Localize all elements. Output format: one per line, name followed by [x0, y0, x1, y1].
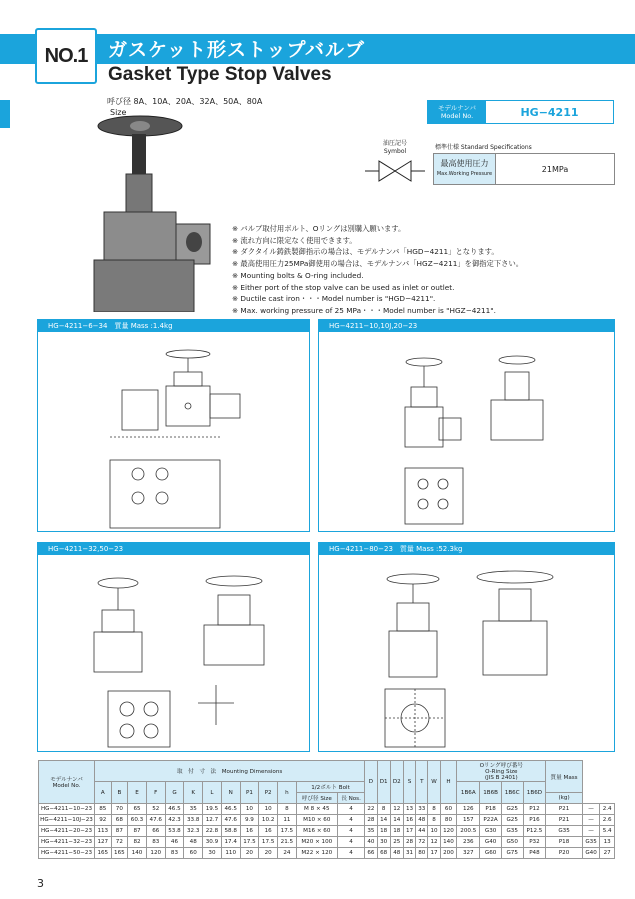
col-header: (kg) [546, 793, 582, 804]
bolt-size-header: 呼び径 Size [296, 793, 337, 804]
table-cell: 17 [403, 826, 415, 837]
col-header: W [428, 761, 440, 804]
table-cell: 4 [337, 837, 364, 848]
table-row [39, 815, 615, 826]
table-cell: M22 × 120 [296, 848, 337, 859]
table-cell: 20 [259, 848, 278, 859]
table-cell: 10.2 [259, 815, 278, 826]
table-cell: 17.5 [278, 826, 297, 837]
table-cell: 13 [403, 804, 415, 815]
table-cell: 165 [95, 848, 112, 859]
spec-table [433, 153, 615, 185]
table-cell: 127 [95, 837, 112, 848]
model-number-box [427, 100, 614, 124]
size-values: 8A、10A、20A、32A、50A、80A [133, 97, 263, 106]
table-cell: 42.3 [165, 815, 184, 826]
table-cell: 200.5 [457, 826, 480, 837]
spec-title: 標準仕様 Standard Specifications [435, 144, 532, 151]
table-cell: 126 [457, 804, 480, 815]
table-cell: 28 [403, 837, 415, 848]
table-cell: 16 [403, 815, 415, 826]
table-cell: 32.3 [184, 826, 203, 837]
size-label-en: Size [110, 108, 127, 117]
panel-title: HG−4211−80−23 質量 Mass :52.3kg [319, 543, 614, 555]
table-cell: P21 [546, 815, 582, 826]
table-cell: 12.7 [203, 815, 222, 826]
table-cell: G75 [501, 848, 523, 859]
table-cell: 12 [390, 804, 403, 815]
note: ※ 最高使用圧力25MPa御使用の場合は、モデルナンバ「HGZ−4211」を御指定下さい。 [232, 259, 524, 269]
table-cell: 58.8 [221, 826, 240, 837]
table-cell: 85 [95, 804, 112, 815]
series-number-badge: NO.1 [35, 28, 97, 84]
table-cell: 60.3 [128, 815, 147, 826]
table-cell: 16 [240, 826, 259, 837]
table-cell: 68 [377, 848, 390, 859]
table-cell: HG−4211−10−23 [39, 804, 95, 815]
col-header: E [128, 782, 147, 804]
table-cell: 46.5 [165, 804, 184, 815]
note: ※ Mounting bolts & O-ring included. [232, 270, 364, 280]
table-cell: 30 [377, 837, 390, 848]
panel-title: HG−4211−32,50−23 [38, 543, 309, 555]
table-cell: 80 [416, 848, 428, 859]
table-cell: 48 [390, 848, 403, 859]
table-cell: 47.6 [221, 815, 240, 826]
table-cell: 68 [111, 815, 128, 826]
bolt-len-header: 長 Nos. [337, 793, 364, 804]
table-cell: 83 [165, 848, 184, 859]
drawing-panel-2 [318, 319, 615, 532]
table-cell: P12 [523, 804, 546, 815]
table-cell: 46 [165, 837, 184, 848]
technical-drawing [38, 332, 309, 531]
table-cell: 40 [365, 837, 377, 848]
col-header: K [184, 782, 203, 804]
table-cell: 12 [428, 837, 440, 848]
table-cell: P48 [523, 848, 546, 859]
note: ※ Ductile cast iron・・・Model number is "HGD−4211". [232, 294, 436, 304]
table-cell: 157 [457, 815, 480, 826]
table-cell: 46.5 [221, 804, 240, 815]
table-cell: 48 [184, 837, 203, 848]
table-cell: G40 [480, 837, 502, 848]
model-label-jp: モデルナンバ [438, 104, 476, 112]
table-cell: 10 [428, 826, 440, 837]
table-cell: 165 [111, 848, 128, 859]
table-cell: 8 [428, 815, 440, 826]
table-cell: 70 [111, 804, 128, 815]
dims-body [39, 804, 615, 859]
table-cell: 82 [128, 837, 147, 848]
size-label-jp: 呼び径 [107, 97, 131, 106]
panel-title: HG−4211−6−34 質量 Mass :1.4kg [38, 320, 309, 332]
col-header: 1B6B [480, 782, 502, 804]
table-cell: 10 [259, 804, 278, 815]
col-header: D1 [377, 761, 390, 804]
table-cell: 35 [365, 826, 377, 837]
table-cell: 53.8 [165, 826, 184, 837]
table-cell: HG−4211−50−23 [39, 848, 95, 859]
table-cell: 28 [365, 815, 377, 826]
table-cell: G35 [501, 826, 523, 837]
col-header: H [440, 761, 457, 804]
table-cell: 17.5 [259, 837, 278, 848]
table-cell: 10 [240, 804, 259, 815]
table-cell: 4 [337, 804, 364, 815]
mass-col-header: 質量 Mass [546, 761, 582, 793]
table-cell: 30.9 [203, 837, 222, 848]
table-cell: 33 [416, 804, 428, 815]
symbol-label-jp: 油圧記号 [382, 140, 407, 147]
model-label [428, 101, 486, 123]
table-cell: 66 [365, 848, 377, 859]
bolt-col-header: 1/2ボルト Bolt [296, 782, 365, 793]
table-cell: 200 [440, 848, 457, 859]
table-cell: 8 [428, 804, 440, 815]
table-cell: 21.5 [278, 837, 297, 848]
table-cell: 2.6 [600, 815, 615, 826]
page-title-jp: ガスケット形ストップバルブ [108, 39, 365, 61]
table-cell: P16 [523, 815, 546, 826]
table-cell: 236 [457, 837, 480, 848]
table-cell: 66 [146, 826, 165, 837]
table-cell: — [582, 826, 600, 837]
table-cell: 22.8 [203, 826, 222, 837]
dimensions-table [38, 760, 615, 859]
col-header: 1B6C [501, 782, 523, 804]
table-cell: HG−4211−10J−23 [39, 815, 95, 826]
drawing-panel-4 [318, 542, 615, 752]
table-cell: 13 [600, 837, 615, 848]
table-cell: 27 [600, 848, 615, 859]
table-cell: 83 [146, 837, 165, 848]
table-cell: 8 [278, 804, 297, 815]
table-cell: 52 [146, 804, 165, 815]
spec-label [434, 154, 496, 184]
table-cell: 25 [390, 837, 403, 848]
note: ※ 流れ方向に限定なく使用できます。 [232, 235, 357, 245]
table-cell: M16 × 60 [296, 826, 337, 837]
technical-drawing [319, 332, 614, 531]
table-cell: G60 [480, 848, 502, 859]
table-cell: M10 × 60 [296, 815, 337, 826]
table-cell: 60 [440, 804, 457, 815]
table-cell: P21 [546, 804, 582, 815]
table-cell: 18 [377, 826, 390, 837]
table-cell: 24 [278, 848, 297, 859]
table-cell: P18 [546, 837, 582, 848]
table-cell: 47.6 [146, 815, 165, 826]
table-cell: 20 [240, 848, 259, 859]
table-cell: G35 [582, 837, 600, 848]
notes-list [232, 223, 523, 317]
side-tab [0, 100, 10, 128]
table-cell: 120 [146, 848, 165, 859]
hydraulic-symbol [365, 140, 425, 189]
table-cell: 327 [457, 848, 480, 859]
table-cell: 17.4 [221, 837, 240, 848]
table-cell: 31 [403, 848, 415, 859]
table-cell: G40 [582, 848, 600, 859]
oring-col-header: Oリング呼び番号 O-Ring Size (JIS B 2401) [457, 761, 546, 782]
col-header: A [95, 782, 112, 804]
table-row [39, 848, 615, 859]
table-cell: 87 [111, 826, 128, 837]
table-cell: 14 [377, 815, 390, 826]
valve-photo [82, 112, 212, 312]
table-cell: P12.5 [523, 826, 546, 837]
table-cell: 22 [365, 804, 377, 815]
header-band [0, 20, 635, 90]
col-header: T [416, 761, 428, 804]
page-title-en: Gasket Type Stop Valves [108, 64, 332, 85]
table-cell: 2.4 [600, 804, 615, 815]
table-row [39, 826, 615, 837]
table-cell: G35 [546, 826, 582, 837]
table-cell: M20 × 100 [296, 837, 337, 848]
table-cell: 87 [128, 826, 147, 837]
page-number: 3 [37, 877, 44, 890]
table-cell: G50 [501, 837, 523, 848]
table-cell: 19.5 [203, 804, 222, 815]
table-cell: HG−4211−20−23 [39, 826, 95, 837]
table-cell: G30 [480, 826, 502, 837]
table-cell: 4 [337, 815, 364, 826]
panel-title: HG−4211−10,10J,20−23 [319, 320, 614, 332]
table-cell: 110 [221, 848, 240, 859]
table-cell: 33.8 [184, 815, 203, 826]
col-header: P1 [240, 782, 259, 804]
model-value: HG−4211 [520, 105, 579, 119]
table-cell: 4 [337, 848, 364, 859]
table-cell: P18 [480, 804, 502, 815]
col-header: F [146, 782, 165, 804]
table-cell: — [582, 804, 600, 815]
table-cell: 9.9 [240, 815, 259, 826]
drawing-panel-1 [37, 319, 310, 532]
model-label-en: Model No. [440, 112, 474, 120]
spec-label-en: Max.Working Pressure [436, 171, 493, 177]
table-cell: P32 [523, 837, 546, 848]
table-cell: 8 [377, 804, 390, 815]
table-cell: 140 [128, 848, 147, 859]
spec-label-jp: 最高使用圧力 [440, 159, 489, 168]
table-cell: 30 [203, 848, 222, 859]
note: ※ Either port of the stop valve can be used as inlet or outlet. [232, 282, 455, 292]
table-cell: 80 [440, 815, 457, 826]
table-cell: 65 [128, 804, 147, 815]
table-cell: 72 [111, 837, 128, 848]
table-cell: 92 [95, 815, 112, 826]
table-cell: 5.4 [600, 826, 615, 837]
col-header: G [165, 782, 184, 804]
table-cell: 120 [440, 826, 457, 837]
table-cell: 72 [416, 837, 428, 848]
dims-col-header: 取 付 寸 法 Mounting Dimensions [95, 761, 365, 782]
table-cell: G25 [501, 815, 523, 826]
table-cell: 11 [278, 815, 297, 826]
stop-valve-symbol-icon [365, 156, 425, 186]
model-col-header: モデルナンバ Model No. [39, 761, 95, 804]
note: ※ Max. working pressure of 25 MPa・・・Model number is "HGZ−4211". [232, 305, 496, 315]
spec-value: 21MPa [541, 164, 569, 174]
table-cell: 16 [259, 826, 278, 837]
col-header: B [111, 782, 128, 804]
table-cell: 17 [428, 848, 440, 859]
col-header: D [365, 761, 377, 804]
col-header: L [203, 782, 222, 804]
table-cell: M 8 × 45 [296, 804, 337, 815]
table-cell: P22A [480, 815, 502, 826]
table-cell: P20 [546, 848, 582, 859]
table-cell: 44 [416, 826, 428, 837]
table-cell: 17.5 [240, 837, 259, 848]
table-row [39, 837, 615, 848]
col-header: P2 [259, 782, 278, 804]
col-header: 1B6A [457, 782, 480, 804]
table-cell: 48 [416, 815, 428, 826]
technical-drawing [319, 555, 614, 751]
table-cell: — [582, 815, 600, 826]
table-cell: 35 [184, 804, 203, 815]
col-header: 1B6D [523, 782, 546, 804]
table-cell: 113 [95, 826, 112, 837]
table-cell: 14 [390, 815, 403, 826]
note: ※ バルブ取付用ボルト、Oリングは別購入願います。 [232, 224, 406, 233]
table-cell: 60 [184, 848, 203, 859]
table-cell: HG−4211−32−23 [39, 837, 95, 848]
note: ※ ダクタイル鋳鉄製御指示の場合は、モデルナンバ「HGD−4211」となります。 [232, 247, 499, 257]
col-header: D2 [390, 761, 403, 804]
table-row [39, 804, 615, 815]
table-cell: 4 [337, 826, 364, 837]
col-header: S [403, 761, 415, 804]
table-cell: G25 [501, 804, 523, 815]
table-cell: 18 [390, 826, 403, 837]
drawing-panel-3 [37, 542, 310, 752]
symbol-label-en: Symbol [383, 148, 407, 155]
col-header: h [278, 782, 297, 804]
col-header: N [221, 782, 240, 804]
table-cell: 140 [440, 837, 457, 848]
technical-drawing [38, 555, 309, 751]
